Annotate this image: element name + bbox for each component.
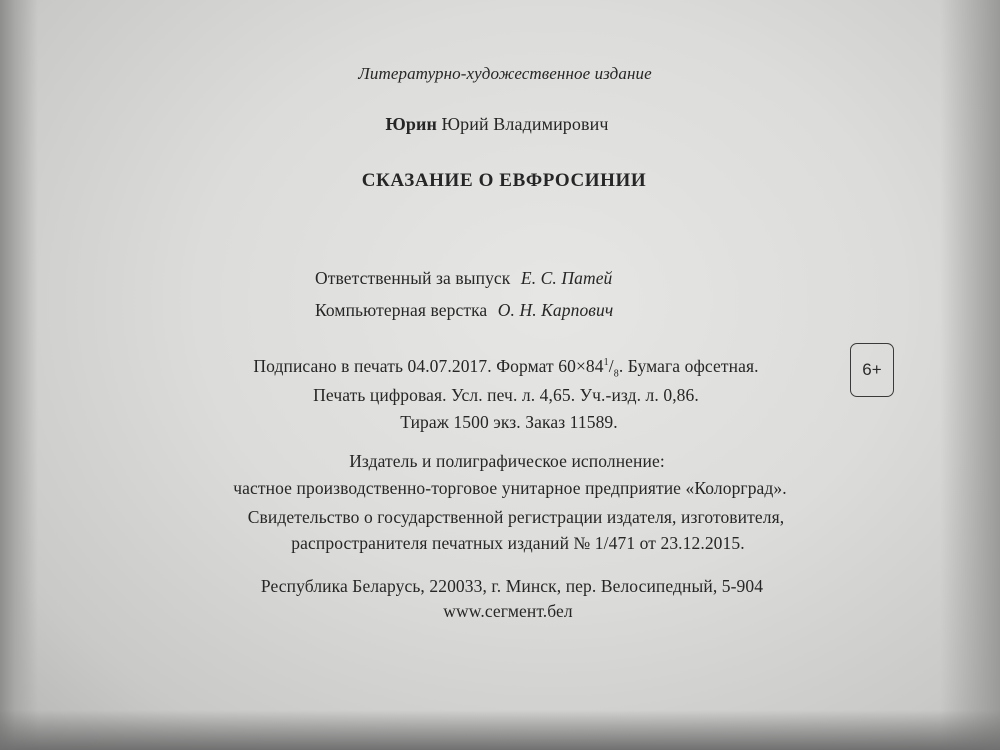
format-fraction-denominator: 8 (613, 368, 619, 380)
publisher-address: Республика Беларусь, 220033, г. Минск, пер. Велосипедный, 5-904 (260, 576, 764, 596)
print-line1-part-a: Подписано в печать 04.07.2017. Формат 60×84 (253, 356, 604, 376)
publisher-line-4: распространителя печатных изданий № 1/471 от 23.12.2015. (291, 533, 745, 553)
layout-editor-line (315, 300, 613, 321)
format-fraction-numerator: 1 (603, 357, 609, 369)
responsible-label: Ответственный за выпуск (315, 268, 511, 288)
publisher-website: www.сегмент.бел (443, 601, 573, 621)
page-bottom-shadow (0, 710, 1000, 750)
print-details-line-3: Тираж 1500 экз. Заказ 11589. (400, 412, 618, 432)
author-given-name: Юрий Владимирович (441, 114, 609, 134)
format-fraction-slash: / (608, 356, 614, 376)
publisher-line-1: Издатель и полиграфическое исполнение: (349, 451, 665, 471)
page-edge-shadow-left (0, 0, 38, 750)
layout-name: О. Н. Карпович (497, 300, 614, 320)
layout-label: Компьютерная верстка (315, 300, 488, 320)
publisher-line-2: частное производственно-торговое унитарное предприятие «Колорград». (233, 478, 787, 498)
genre-line: Литературно-художественное издание (358, 64, 652, 83)
print-details-line-2: Печать цифровая. Усл. печ. л. 4,65. Уч.-изд. л. 0,86. (313, 385, 699, 405)
book-title: СКАЗАНИЕ О ЕВФРОСИНИИ (361, 170, 647, 191)
print-line1-part-b: . Бумага офсетная. (618, 356, 759, 376)
responsible-name: Е. С. Патей (520, 268, 613, 288)
print-details-line-1 (253, 356, 758, 380)
age-rating-badge: 6+ (850, 343, 894, 397)
responsible-editor-line (315, 268, 612, 289)
author-surname: Юрин (385, 114, 437, 134)
page-edge-shadow-right (940, 0, 1000, 750)
author-line (386, 114, 609, 135)
publisher-line-3: Свидетельство о государственной регистрации издателя, изготовителя, (247, 507, 785, 527)
